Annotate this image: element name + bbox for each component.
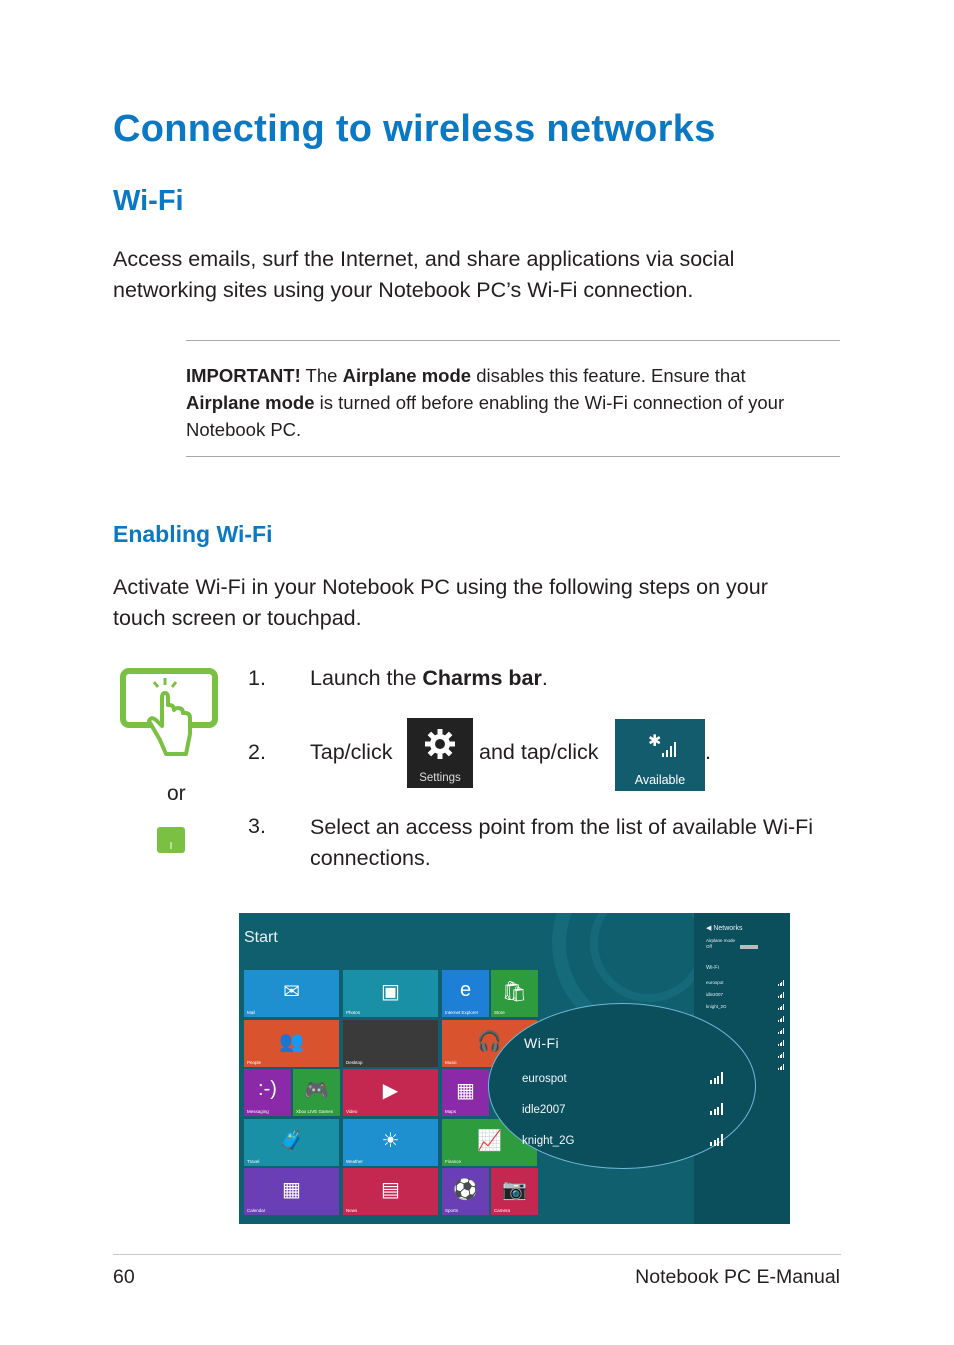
networks-title: Networks xyxy=(713,925,743,932)
bubble-network-item[interactable]: knight_2G xyxy=(522,1135,575,1147)
tile-travel[interactable] xyxy=(244,1119,339,1166)
important-top-rule xyxy=(186,340,840,341)
tile-icon: ▤ xyxy=(381,1179,400,1201)
step-3-text xyxy=(310,812,813,874)
tile-maps[interactable] xyxy=(442,1069,489,1116)
tile-label: Maps xyxy=(445,1109,457,1114)
touch-screen-icon xyxy=(120,668,218,760)
bubble-network-item[interactable]: idle2007 xyxy=(522,1104,566,1116)
step-2-number: 2. xyxy=(248,740,266,764)
tile-internet-explorer[interactable] xyxy=(442,970,489,1017)
tile-calendar[interactable] xyxy=(244,1168,339,1215)
step-2-mid: and tap/click xyxy=(479,740,599,764)
tile-label: Finance xyxy=(445,1159,462,1164)
tile-label: Music xyxy=(445,1060,457,1065)
tile-label: Store xyxy=(494,1010,505,1015)
step-text: Launch the xyxy=(310,666,423,690)
tile-icon: e xyxy=(459,979,472,1001)
tile-news[interactable] xyxy=(343,1168,438,1215)
important-note xyxy=(186,362,842,443)
networks-back[interactable]: ◀ Networks xyxy=(706,925,743,932)
step-text: . xyxy=(541,666,548,690)
signal-icon xyxy=(710,1103,724,1115)
signal-icon xyxy=(778,992,785,998)
tile-icon: ✉ xyxy=(283,981,300,1003)
tile-label: News xyxy=(346,1208,358,1213)
tile-label: Messaging xyxy=(247,1109,269,1114)
tile-video[interactable] xyxy=(343,1069,438,1116)
tile-icon: 📷 xyxy=(502,1179,527,1201)
instruction-paragraph xyxy=(113,572,843,634)
asterisk-icon: ✱ xyxy=(648,733,662,750)
step-2-post: . xyxy=(705,740,711,764)
bubble-network-item[interactable]: eurospot xyxy=(522,1073,567,1085)
tile-icon: 🛍 xyxy=(501,981,528,1003)
step-3-line-1: Select an access point from the list of available Wi-Fi xyxy=(310,815,814,839)
tile-icon: 🎮 xyxy=(304,1080,329,1102)
tile-photos[interactable] xyxy=(343,970,438,1017)
signal-icon xyxy=(710,1134,724,1146)
airplane-mode-label: Airplane mode xyxy=(706,938,736,943)
tile-camera[interactable] xyxy=(491,1168,538,1215)
signal-icon xyxy=(778,1052,785,1058)
airplane-mode-state: Off xyxy=(706,944,712,949)
airplane-toggle[interactable] xyxy=(740,945,758,949)
note-text: The xyxy=(300,365,343,386)
signal-icon xyxy=(778,1028,785,1034)
tile-icon: ▣ xyxy=(381,981,400,1003)
network-item[interactable]: idle2007 xyxy=(706,992,724,997)
important-line-1 xyxy=(186,362,842,389)
signal-icon xyxy=(710,1072,724,1084)
signal-icon xyxy=(778,1064,785,1070)
tile-icon: ⚽ xyxy=(453,1179,478,1201)
intro-line-1: Access emails, surf the Internet, and share applications via social xyxy=(113,247,735,271)
tile-weather[interactable] xyxy=(343,1119,438,1166)
intro-line-2: networking sites using your Notebook PC’s Wi-Fi connection. xyxy=(113,278,694,302)
instruction-line-2: touch screen or touchpad. xyxy=(113,606,362,630)
tile-icon: ▦ xyxy=(456,1080,475,1102)
signal-icon xyxy=(778,1040,785,1046)
tile-icon: ▶ xyxy=(382,1080,399,1102)
signal-icon xyxy=(778,1016,785,1022)
tile-sports[interactable] xyxy=(442,1168,489,1215)
airplane-mode-term: Airplane mode xyxy=(186,392,315,413)
tile-label: Sports xyxy=(445,1208,459,1213)
touchpad-icon xyxy=(157,827,185,853)
subsection-heading: Enabling Wi-Fi xyxy=(113,521,273,547)
tile-icon: 👥 xyxy=(279,1031,304,1053)
signal-icon xyxy=(778,1004,785,1010)
tile-label: Mail xyxy=(247,1010,256,1015)
tile-icon: 📈 xyxy=(477,1130,502,1152)
network-item[interactable]: knight_2G xyxy=(706,1004,727,1009)
tile-store[interactable] xyxy=(491,970,538,1017)
instruction-line-1: Activate Wi-Fi in your Notebook PC using the following steps on your xyxy=(113,575,768,599)
available-tile-label: Available xyxy=(634,773,686,787)
settings-tile xyxy=(407,718,473,788)
important-line-2 xyxy=(186,389,842,416)
tile-label: Calendar xyxy=(247,1208,266,1213)
note-text: disables this feature. Ensure that xyxy=(471,365,746,386)
step-2-pre: Tap/click xyxy=(310,740,393,764)
tile-label: Internet Explorer xyxy=(445,1010,479,1015)
step-1-number: 1. xyxy=(248,666,266,690)
tile-label: Camera xyxy=(494,1208,511,1213)
important-bottom-rule xyxy=(186,456,840,457)
section-heading: Wi-Fi xyxy=(113,185,184,217)
step-3-number: 3. xyxy=(248,814,266,838)
start-screen-screenshot xyxy=(239,913,790,1224)
step-1-text xyxy=(310,663,548,694)
settings-tile-label: Settings xyxy=(419,772,461,784)
available-tile xyxy=(615,719,705,791)
start-label: Start xyxy=(244,929,278,946)
tile-label: Travel xyxy=(247,1159,260,1164)
network-item[interactable]: eurospot xyxy=(706,980,724,985)
important-line-3: Notebook PC. xyxy=(186,419,302,440)
tile-icon: ▦ xyxy=(282,1179,301,1201)
tile-label: Xbox LIVE Games xyxy=(296,1109,334,1114)
signal-icon xyxy=(662,741,678,757)
touchpad-key: I xyxy=(169,841,173,852)
tile-label: Video xyxy=(346,1109,358,1114)
tile-people[interactable] xyxy=(244,1020,339,1067)
bubble-wifi-title: Wi-Fi xyxy=(524,1035,560,1051)
tile-label: Desktop xyxy=(346,1060,363,1065)
wifi-header: Wi-Fi xyxy=(706,965,719,971)
signal-icon xyxy=(778,980,785,986)
tile-label: Weather xyxy=(346,1159,363,1164)
wifi-zoom-callout xyxy=(488,1003,756,1169)
tile-desktop[interactable] xyxy=(343,1020,438,1067)
tile-icon: 🎧 xyxy=(477,1031,502,1053)
step-3-line-2: connections. xyxy=(310,846,431,870)
page-number: 60 xyxy=(113,1266,135,1288)
gear-icon xyxy=(424,728,456,760)
intro-paragraph xyxy=(113,244,843,306)
tile-xbox-live-games[interactable] xyxy=(293,1069,340,1116)
tile-icon: ☀ xyxy=(381,1130,400,1152)
tile-icon: :-) xyxy=(258,1078,277,1100)
tile-icon: 🧳 xyxy=(279,1130,304,1152)
charms-bar-term: Charms bar xyxy=(422,666,542,690)
page-title: Connecting to wireless networks xyxy=(113,108,716,150)
or-label: or xyxy=(167,782,186,805)
tile-mail[interactable] xyxy=(244,970,339,1017)
footer-rule xyxy=(113,1254,841,1255)
tile-messaging[interactable] xyxy=(244,1069,291,1116)
tile-label: Photos xyxy=(346,1010,361,1015)
tile-label: People xyxy=(247,1060,262,1065)
important-label: IMPORTANT! xyxy=(186,365,301,386)
note-text: is turned off before enabling the Wi-Fi connection of your xyxy=(314,392,785,413)
airplane-mode-term: Airplane mode xyxy=(342,365,472,386)
manual-title: Notebook PC E-Manual xyxy=(635,1266,840,1288)
